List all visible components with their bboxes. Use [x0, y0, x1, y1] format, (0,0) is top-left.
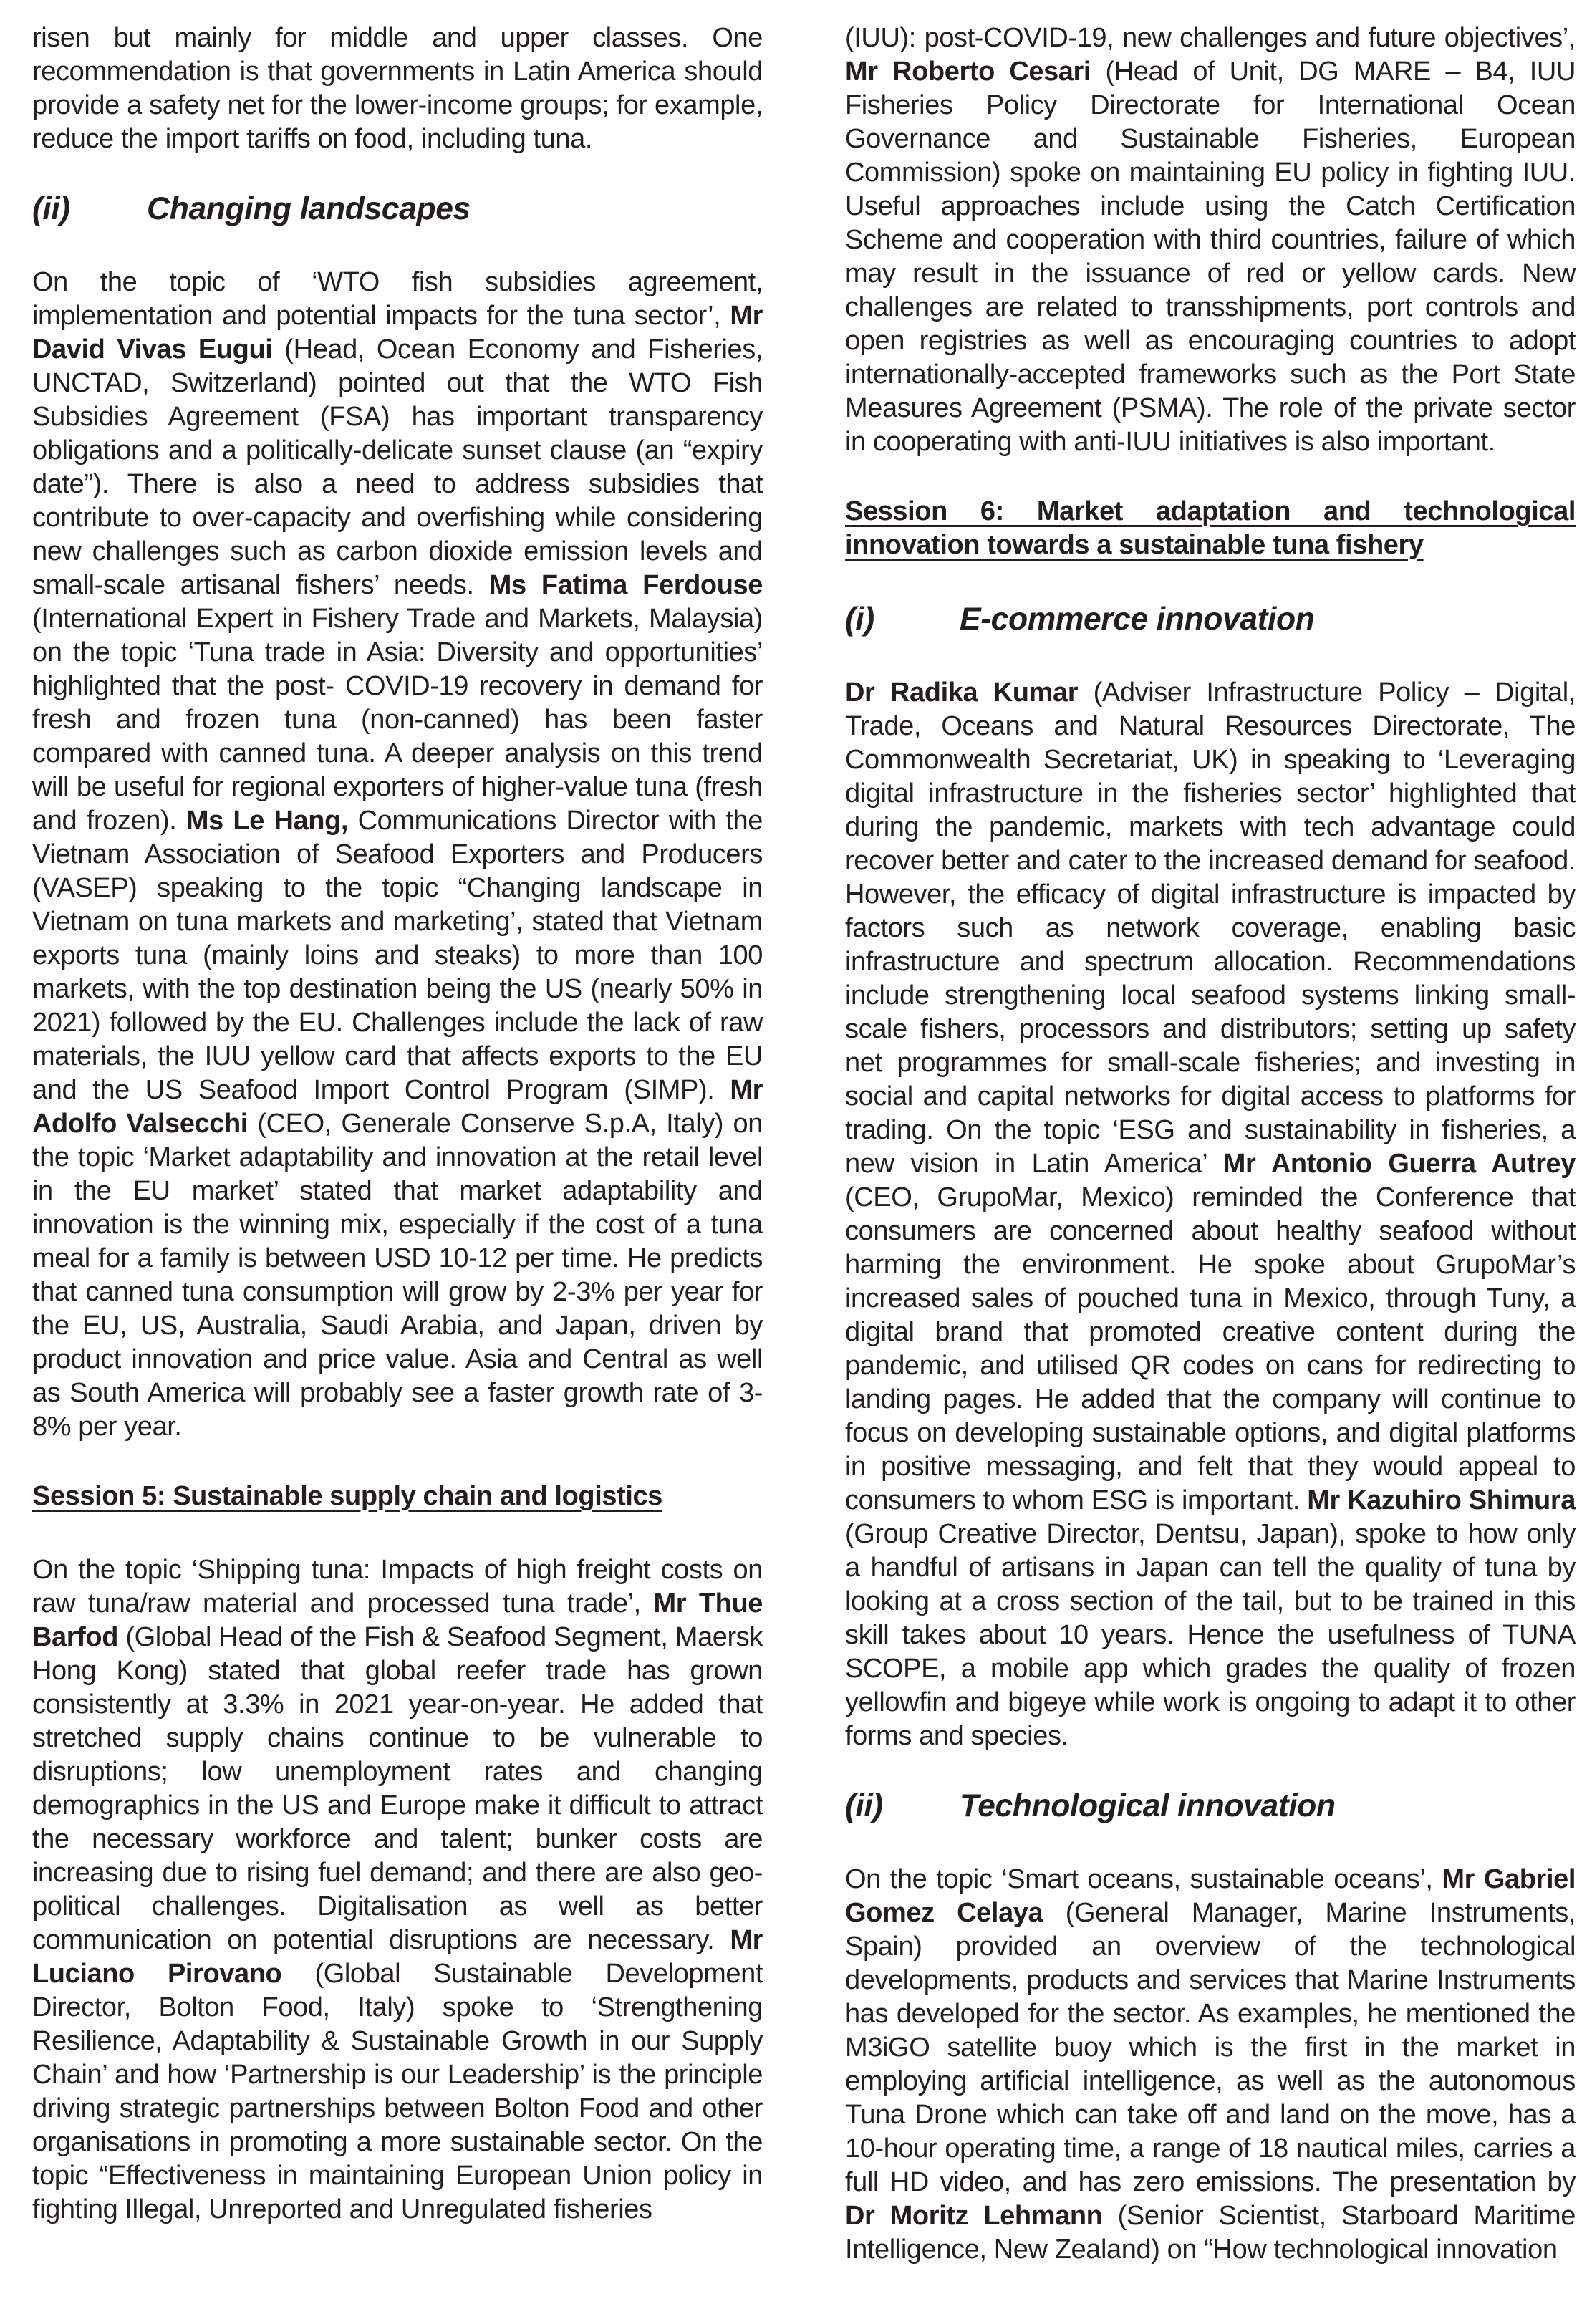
body-text: (Adviser Infrastructure Policy – Digital, Trade, Oceans and Natural Resources Directorate, The Commonwealth Secretariat, UK) in speaking to ‘Leveraging digital infrastructure in the fisheries sector’ highlighted that during the pandemic, markets with tech advantage could recover better and cater to the increased demand for seafood. However, the efficacy of digital infrastructure is impacted by factors such as network coverage, enabling basic infrastructure and spectrum allocation. Recommendations include strengthening local seafood systems linking small-scale fishers, processors and distributors; setting up safety net programmes for small-scale fisheries; and investing in social and capital networks for digital access to platforms for trading. On the topic ‘ESG and sustainability in fisheries, a new vision in Latin America’: [845, 678, 1576, 1179]
paragraph: [32, 21, 763, 156]
speaker-name: Mr Kazuhiro Shimura: [1307, 1485, 1576, 1515]
body-text: (IUU): post-COVID-19, new challenges and future objectives’,: [845, 23, 1576, 53]
speaker-name: Dr Moritz Lehmann: [845, 2201, 1103, 2231]
body-text: Communications Director with the Vietnam Association of Seafood Exporters and Producers (VASEP) speaking to the topic “Changing landscape in Vietnam on tuna markets and marketing’, stated that Vietnam exports tuna (mainly loins and steaks) to more than 100 markets, with the top destination being the US (nearly 50% in 2021) followed by the EU. Challenges include the lack of raw materials, the IUU yellow card that affects exports to the EU and the US Seafood Import Control Program (SIMP).: [32, 806, 763, 1105]
speaker-name: Mr Gabriel Gomez Celaya: [845, 1864, 1576, 1928]
sub-heading-number: (ii): [845, 1788, 883, 1823]
sub-heading-title: Technological innovation: [960, 1788, 1336, 1823]
body-text: On the topic ‘Smart oceans, sustainable oceans’,: [845, 1864, 1442, 1894]
body-text: (International Expert in Fishery Trade and Markets, Malaysia) on the topic ‘Tuna trade in Asia: Diversity and opportunities’ highlighted that the post- COVID-19 recovery in demand for fresh and frozen tuna (non-canned) has been faster compared with canned tuna. A deeper analysis on this trend will be useful for regional exporters of higher-value tuna (fresh and frozen).: [32, 604, 763, 836]
body-text: (CEO, GrupoMar, Mexico) reminded the Conference that consumers are concerned about healthy seafood without harming the environment. He spoke about GrupoMar’s increased sales of pouched tuna in Mexico, through Tuny, a digital brand that promoted creative content during the pandemic, and utilised QR codes on cans for redirecting to landing pages. He added that the company will continue to focus on developing sustainable options, and digital platforms in positive messaging, and felt that they would appeal to consumers to whom ESG is important.: [845, 1182, 1576, 1515]
paragraph: [845, 676, 1576, 1753]
speaker-name: Ms Fatima Ferdouse: [488, 570, 763, 600]
body-text: On the topic of ‘WTO fish subsidies agreement, implementation and potential impacts for the tuna sector’,: [32, 267, 763, 331]
sub-heading: [32, 192, 763, 226]
paragraph: [32, 266, 763, 1444]
body-text: (Head of Unit, DG MARE – B4, IUU Fisheries Policy Directorate for International Ocean Governance and Sustainable Fisheries, European Commission) spoke on maintaining EU policy in fighting IUU. Useful approaches include using the Catch Certification Scheme and cooperation with third countries, failure of which may result in the issuance of red or yellow cards. New challenges are related to transshipments, port controls and open registries as well as encouraging countries to adopt internationally-accepted frameworks such as the Port State Measures Agreement (PSMA). The role of the private sector in cooperating with anti-IUU initiatives is also important.: [845, 57, 1576, 457]
speaker-name: Mr David Vivas Eugui: [32, 301, 763, 365]
body-text: (Global Sustainable Development Director, Bolton Food, Italy) spoke to ‘Strengthening Resilience, Adaptability & Sustainable Growth in our Supply Chain’ and how ‘Partnership is our Leadership’ is the principle driving strategic partnerships between Bolton Food and other organisations in promoting a more sustainable sector. On the topic “Effectiveness in maintaining European Union policy in fighting Illegal, Unreported and Unregulated fisheries: [32, 1959, 763, 2224]
session-heading: Session 6: Market adaptation and technological innovation towards a sustainable tuna fishery: [845, 496, 1576, 560]
body-text: (General Manager, Marine Instruments, Spain) provided an overview of the technological developments, products and services that Marine Instruments has developed for the sector. As examples, he mentioned the M3iGO satellite buoy which is the first in the market in employing artificial intelligence, as well as the autonomous Tuna Drone which can take off and land on the move, has a 10-hour operating time, a range of 18 nautical miles, carries a full HD video, and has zero emissions. The presentation by: [845, 1898, 1576, 2197]
sub-heading-number: (ii): [32, 191, 70, 226]
body-text: (Global Head of the Fish & Seafood Segment, Maersk Hong Kong) stated that global reefer trade has grown consistently at 3.3% in 2021 year-on-year. He added that stretched supply chains continue to be vulnerable to disruptions; low unemployment rates and changing demographics in the US and Europe make it difficult to attract the necessary workforce and talent; bunker costs are increasing due to rising fuel demand; and there are also geo-political challenges. Digitalisation as well as better communication on potential disruptions are necessary.: [32, 1622, 763, 1955]
speaker-name: Mr Roberto Cesari: [845, 57, 1091, 87]
body-text: risen but mainly for middle and upper classes. One recommendation is that governments in Latin America should provide a safety net for the lower-income groups; for example, reduce the import tariffs on food, including tuna.: [32, 23, 763, 154]
body-text: (Group Creative Director, Dentsu, Japan), spoke to how only a handful of artisans in Japan can tell the quality of tuna by looking at a cross section of the tail, but to be trained in this skill takes about 10 years. Hence the usefulness of TUNA SCOPE, a mobile app which grades the quality of frozen yellowfin and bigeye while work is ongoing to adapt it to other forms and species.: [845, 1519, 1576, 1751]
paragraph: [845, 21, 1576, 459]
body-text: (Head, Ocean Economy and Fisheries, UNCTAD, Switzerland) pointed out that the WTO Fish Subsidies Agreement (FSA) has important transparency obligations and a politically-delicate sunset clause (an “expiry date”). There is also a need to address subsidies that contribute to over-capacity and overfishing while considering new challenges such as carbon dioxide emission levels and small-scale artisanal fishers’ needs.: [32, 334, 763, 600]
paragraph: [32, 1553, 763, 2227]
body-text: (Senior Scientist, Starboard Maritime Intelligence, New Zealand) on “How technological innovation: [845, 2201, 1576, 2265]
speaker-name: Mr Thue Barfod: [32, 1588, 763, 1652]
left-column: [32, 21, 763, 2303]
speaker-name: Dr Radika Kumar: [845, 678, 1079, 708]
sub-heading: [845, 602, 1576, 636]
speaker-name: Mr Adolfo Valsecchi: [32, 1075, 763, 1139]
session-heading: Session 5: Sustainable supply chain and logistics: [32, 1481, 662, 1511]
paragraph: [845, 1863, 1576, 2267]
body-text: On the topic ‘Shipping tuna: Impacts of high freight costs on raw tuna/raw material and processed tuna trade’,: [32, 1555, 763, 1619]
sub-heading-title: E-commerce innovation: [960, 602, 1315, 637]
sub-heading-number: (i): [845, 602, 874, 637]
sub-heading: [845, 1789, 1576, 1823]
speaker-name: Mr Luciano Pirovano: [32, 1925, 763, 1989]
speaker-name: Ms Le Hang,: [185, 806, 349, 836]
right-column: [845, 21, 1576, 2303]
speaker-name: Mr Antonio Guerra Autrey: [1222, 1149, 1576, 1179]
body-text: (CEO, Generale Conserve S.p.A, Italy) on the topic ‘Market adaptability and innovation at the retail level in the EU market’ stated that market adaptability and innovation is the winning mix, especially if the cost of a tuna meal for a family is between USD 10-12 per time. He predicts that canned tuna consumption will grow by 2-3% per year for the EU, US, Australia, Saudi Arabia, and Japan, driven by product innovation and price value. Asia and Central as well as South America will probably see a faster growth rate of 3-8% per year.: [32, 1109, 763, 1442]
sub-heading-title: Changing landscapes: [147, 191, 471, 226]
